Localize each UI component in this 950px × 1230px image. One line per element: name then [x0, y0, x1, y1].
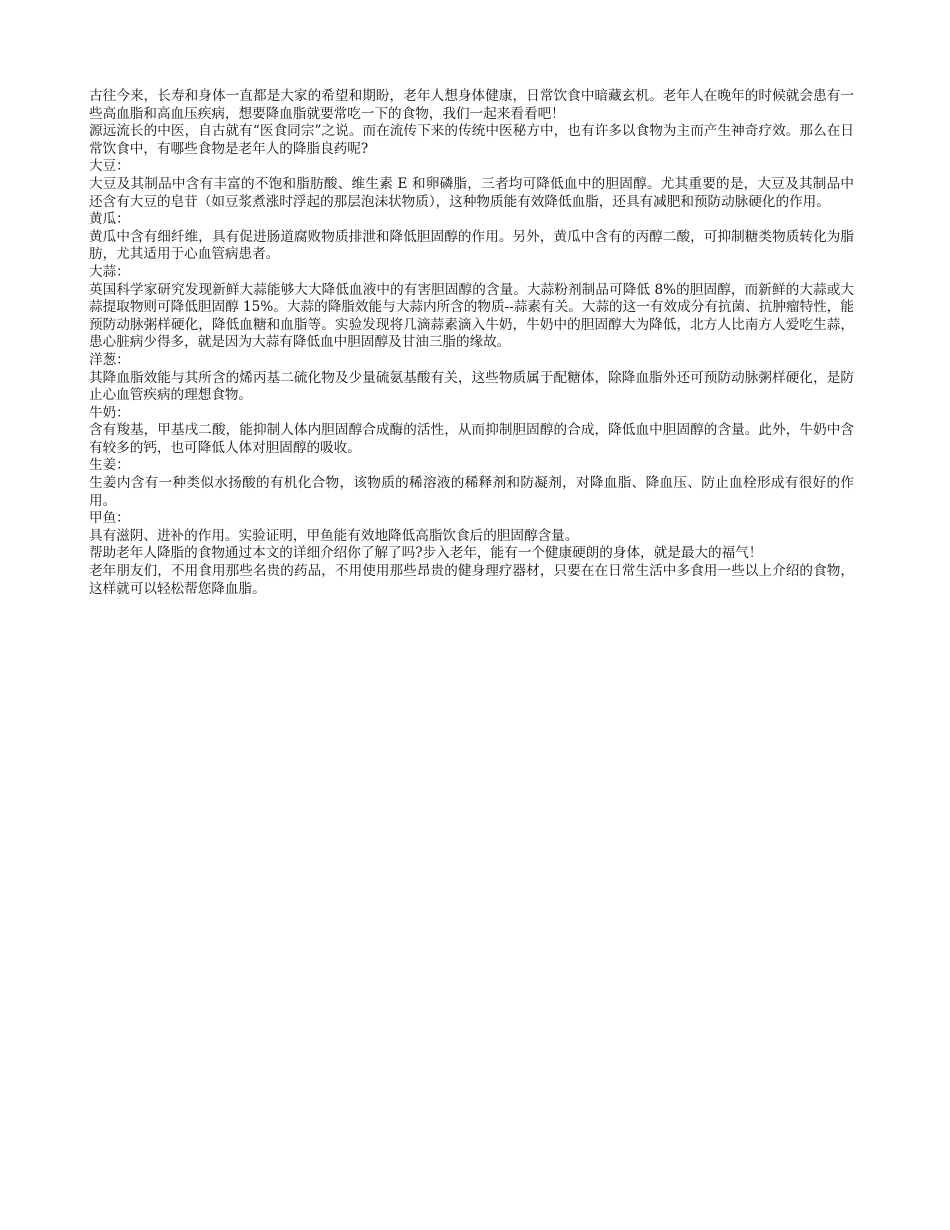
food-text-softshell-turtle: 具有滋阴、进补的作用。实验证明，甲鱼能有效地降低高脂饮食后的胆固醇含量。: [89, 527, 579, 544]
food-text-onion: 其降血脂效能与其所含的烯丙基二硫化物及少量硫氨基酸有关，这些物质属于配糖体，除降血脂外还可预防动脉粥样硬化，是防止心血管疾病的理想食物。: [89, 369, 854, 404]
intro-paragraph-1: 古往今来，长寿和身体一直都是大家的希望和期盼，老年人想身体健康，日常饮食中暗藏玄机。老年人在晚年的时候就会患有一些高血脂和高血压疾病，想要降血脂就要常吃一下的食物，我们一起来看看吧！: [89, 88, 854, 122]
food-text-cucumber: 黄瓜中含有细纤维，具有促进肠道腐败物质排泄和降低胆固醇的作用。另外，黄瓜中含有的丙醇二酸，可抑制糖类物质转化为脂肪，尤其适用于心血管病患者。: [89, 228, 854, 263]
conclusion-paragraph-2: 老年朋友们，不用食用那些名贵的药品，不用使用那些昂贵的健身理疗器材，只要在在日常生活中多食用一些以上介绍的食物，这样就可以轻松帮您降血脂。: [89, 563, 854, 597]
article-body: [89, 88, 854, 598]
food-heading-ginger: 生姜：: [89, 457, 130, 474]
food-text-ginger: 生姜内含有一种类似水扬酸的有机化合物，该物质的稀溶液的稀释剂和防凝剂，对降血脂、降血压、防止血栓形成有很好的作用。: [89, 475, 854, 509]
intro-paragraph-2: 源远流长的中医，自古就有“医食同宗”之说。而在流传下来的传统中医秘方中，也有许多以食物为主而产生神奇疗效。那么在日常饮食中，有哪些食物是老年人的降脂良药呢?: [89, 123, 854, 157]
conclusion-paragraph-1: 帮助老年人降脂的食物通过本文的详细介绍你了解了吗?步入老年，能有一个健康硬朗的身体，就是最大的福气！: [89, 545, 763, 562]
food-heading-soybean: 大豆：: [89, 158, 130, 175]
food-heading-milk: 牛奶：: [89, 404, 130, 421]
food-text-soybean: 大豆及其制品中含有丰富的不饱和脂肪酸、维生素 E 和卵磷脂，三者均可降低血中的胆固醇。尤其重要的是，大豆及其制品中还含有大豆的皂苷（如豆浆煮涨时浮起的那层泡沫状物质），这种物质能有效降低血脂，还具有减肥和预防动脉硬化的作用。: [89, 175, 854, 210]
food-text-garlic: 英国科学家研究发现新鲜大蒜能够大大降低血液中的有害胆固醇的含量。大蒜粉剂制品可降低 8%的胆固醇，而新鲜的大蒜或大蒜提取物则可降低胆固醇 15%。大蒜的降脂效能与大蒜内所含的物质--蒜素有关。大蒜的这一有效成分有抗菌、抗肿瘤特性，能预防动脉粥样硬化，降低血糖和血脂等。实验发现将几滴蒜素滴入牛奶，牛奶中的胆固醇大为降低，北方人比南方人爱吃生蒜，患心脏病少得多，就是因为大蒜有降低血中胆固醇及甘油三脂的缘故。: [89, 281, 854, 351]
food-heading-onion: 洋葱：: [89, 351, 130, 368]
food-heading-garlic: 大蒜：: [89, 263, 130, 280]
food-heading-softshell-turtle: 甲鱼：: [89, 510, 130, 527]
food-heading-cucumber: 黄瓜：: [89, 211, 130, 228]
food-text-milk: 含有羧基，甲基戌二酸，能抑制人体内胆固醇合成酶的活性，从而抑制胆固醇的合成，降低血中胆固醇的含量。此外，牛奶中含有较多的钙，也可降低人体对胆固醇的吸收。: [89, 422, 854, 456]
